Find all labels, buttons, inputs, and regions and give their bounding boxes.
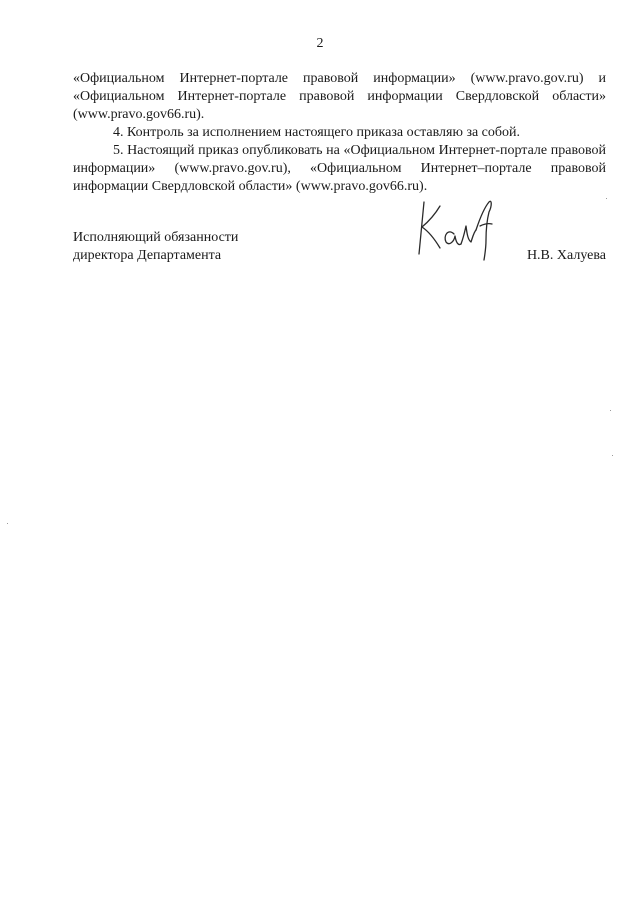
scan-speck (610, 410, 611, 411)
scan-speck (7, 523, 8, 524)
paragraph-item-5: 5. Настоящий приказ опубликовать на «Официальном Интернет-портале правовой информации» (www.pravo.gov.ru), «Официальном Интернет–портале правовой информации Свердловской области» (www.pravo.gov66.ru). (73, 143, 606, 194)
scan-speck (606, 198, 607, 199)
paragraph-continuation: «Официальном Интернет-портале правовой информации» (www.pravo.gov.ru) и «Официальном Интернет-портале правовой информации Свердловской области» (www.pravo.gov66.ru). (73, 71, 606, 122)
document-body (73, 70, 606, 196)
handwritten-signature (410, 196, 496, 264)
page-number: 2 (316, 36, 324, 51)
paragraph-item-4: 4. Контроль за исполнением настоящего приказа оставляю за собой. (113, 125, 521, 140)
signatory-name: Н.В. Халуева (526, 248, 606, 263)
signatory-title-line-2: директора Департамента (73, 248, 222, 263)
scan-speck (612, 455, 613, 456)
signatory-title (73, 229, 238, 265)
signatory-title-line-1: Исполняющий обязанности (73, 230, 239, 245)
signature-block (73, 229, 606, 269)
